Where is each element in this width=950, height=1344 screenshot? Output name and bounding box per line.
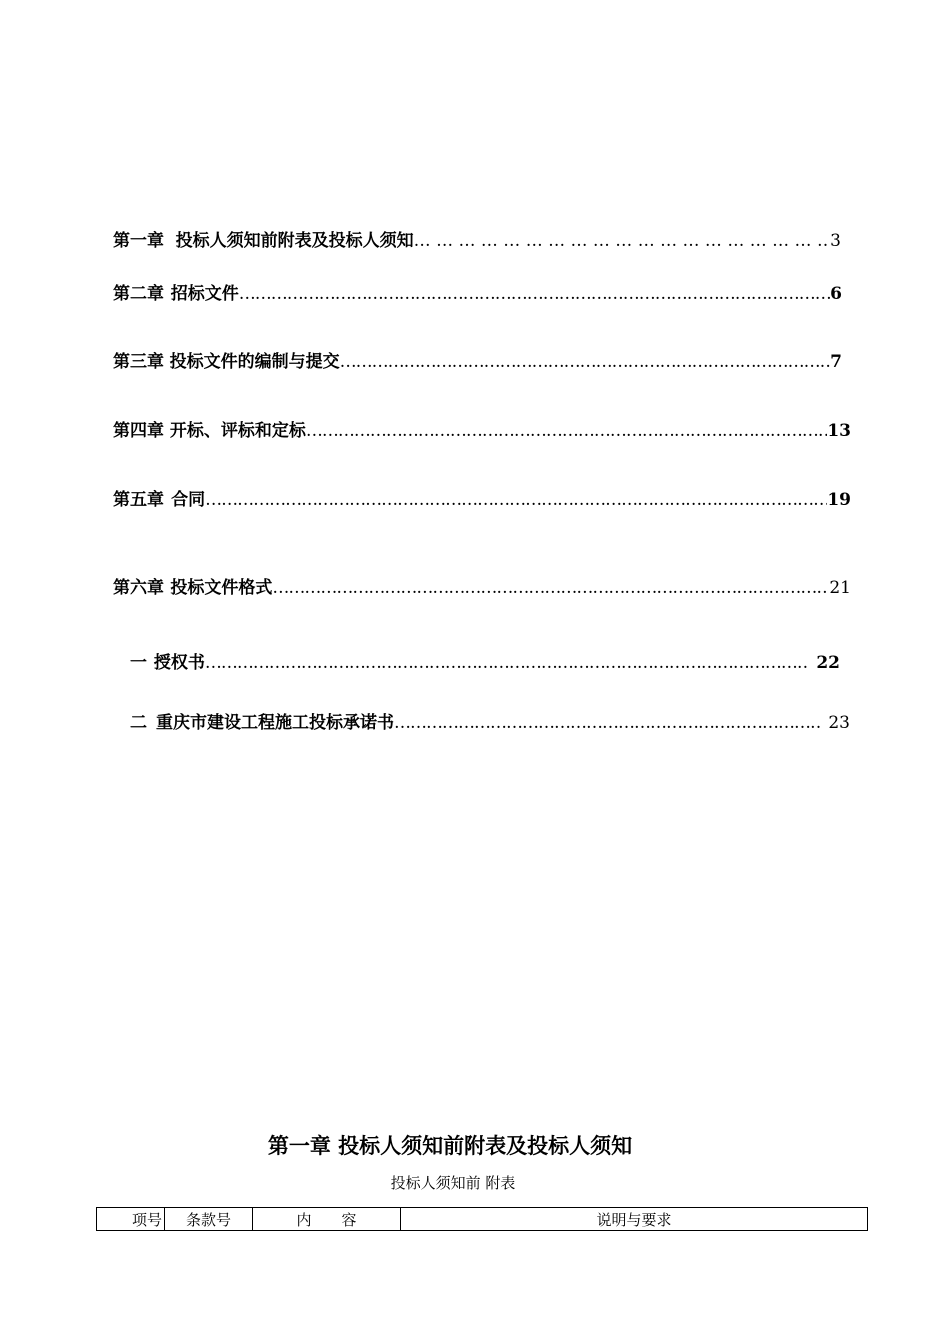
- toc-sub-title: 授权书: [153, 653, 205, 673]
- toc-chapter-label: 第四章: [113, 421, 164, 441]
- toc-page-number: 23: [828, 713, 850, 733]
- toc-entry-2[interactable]: [113, 279, 842, 304]
- table-caption: 投标人须知前 附表: [390, 1174, 516, 1192]
- toc-chapter-label: 第五章: [113, 490, 164, 510]
- toc-sub-number: 一: [130, 653, 147, 673]
- toc-page-number: 13: [827, 421, 851, 441]
- toc-chapter-label: 第二章: [113, 284, 164, 304]
- toc-chapter-title: 招标文件: [170, 284, 239, 304]
- toc-chapter-label: 第六章: [113, 578, 164, 598]
- table-header-cell-requirements: 说明与要求: [596, 1210, 672, 1229]
- toc-page-number: 21: [829, 578, 851, 598]
- toc-leader-dots: [340, 352, 831, 372]
- table-header-cell-clause-no: 条款号: [165, 1208, 253, 1230]
- toc-chapter-title: 投标文件格式: [170, 578, 273, 598]
- toc-leader-dots: [414, 231, 831, 251]
- table-header-cell-content: 内 容: [253, 1208, 401, 1230]
- toc-entry-5[interactable]: [113, 485, 851, 510]
- toc-chapter-title: 投标人须知前附表及投标人须知: [175, 231, 414, 251]
- table-header-row: [96, 1207, 868, 1231]
- toc-entry-6[interactable]: [113, 573, 851, 598]
- toc-page-number: 6: [830, 284, 842, 304]
- toc-subentry-2[interactable]: [130, 708, 850, 733]
- toc-leader-dots: [239, 284, 830, 304]
- toc-leader-dots: [205, 653, 810, 673]
- toc-page-number: 3: [830, 231, 841, 251]
- chapter-title: 第一章 投标人须知前附表及投标人须知: [267, 1133, 633, 1158]
- toc-page-number: 19: [827, 490, 851, 510]
- toc-entry-3[interactable]: [113, 347, 842, 372]
- toc-chapter-label: 第一章: [113, 231, 164, 251]
- toc-leader-dots: [205, 490, 827, 510]
- toc-page-number: 22: [816, 653, 840, 673]
- toc-leader-dots: [394, 713, 824, 733]
- table-header-cell-item-no: 项号: [97, 1208, 165, 1230]
- toc-entry-4[interactable]: [113, 416, 851, 441]
- toc-sub-title: 重庆市建设工程施工投标承诺书: [155, 713, 394, 733]
- toc-leader-dots: [272, 578, 829, 598]
- toc-chapter-title: 开标、评标和定标: [169, 421, 306, 441]
- toc-subentry-1[interactable]: [130, 648, 840, 673]
- toc-chapter-label: 第三章: [113, 352, 164, 372]
- toc-chapter-title: 合同: [171, 490, 206, 510]
- toc-sub-number: 二: [130, 713, 147, 733]
- toc-entry-1[interactable]: [113, 226, 841, 251]
- toc-leader-dots: [306, 421, 827, 441]
- toc-page-number: 7: [830, 352, 842, 372]
- toc-chapter-title: 投标文件的编制与提交: [169, 352, 340, 372]
